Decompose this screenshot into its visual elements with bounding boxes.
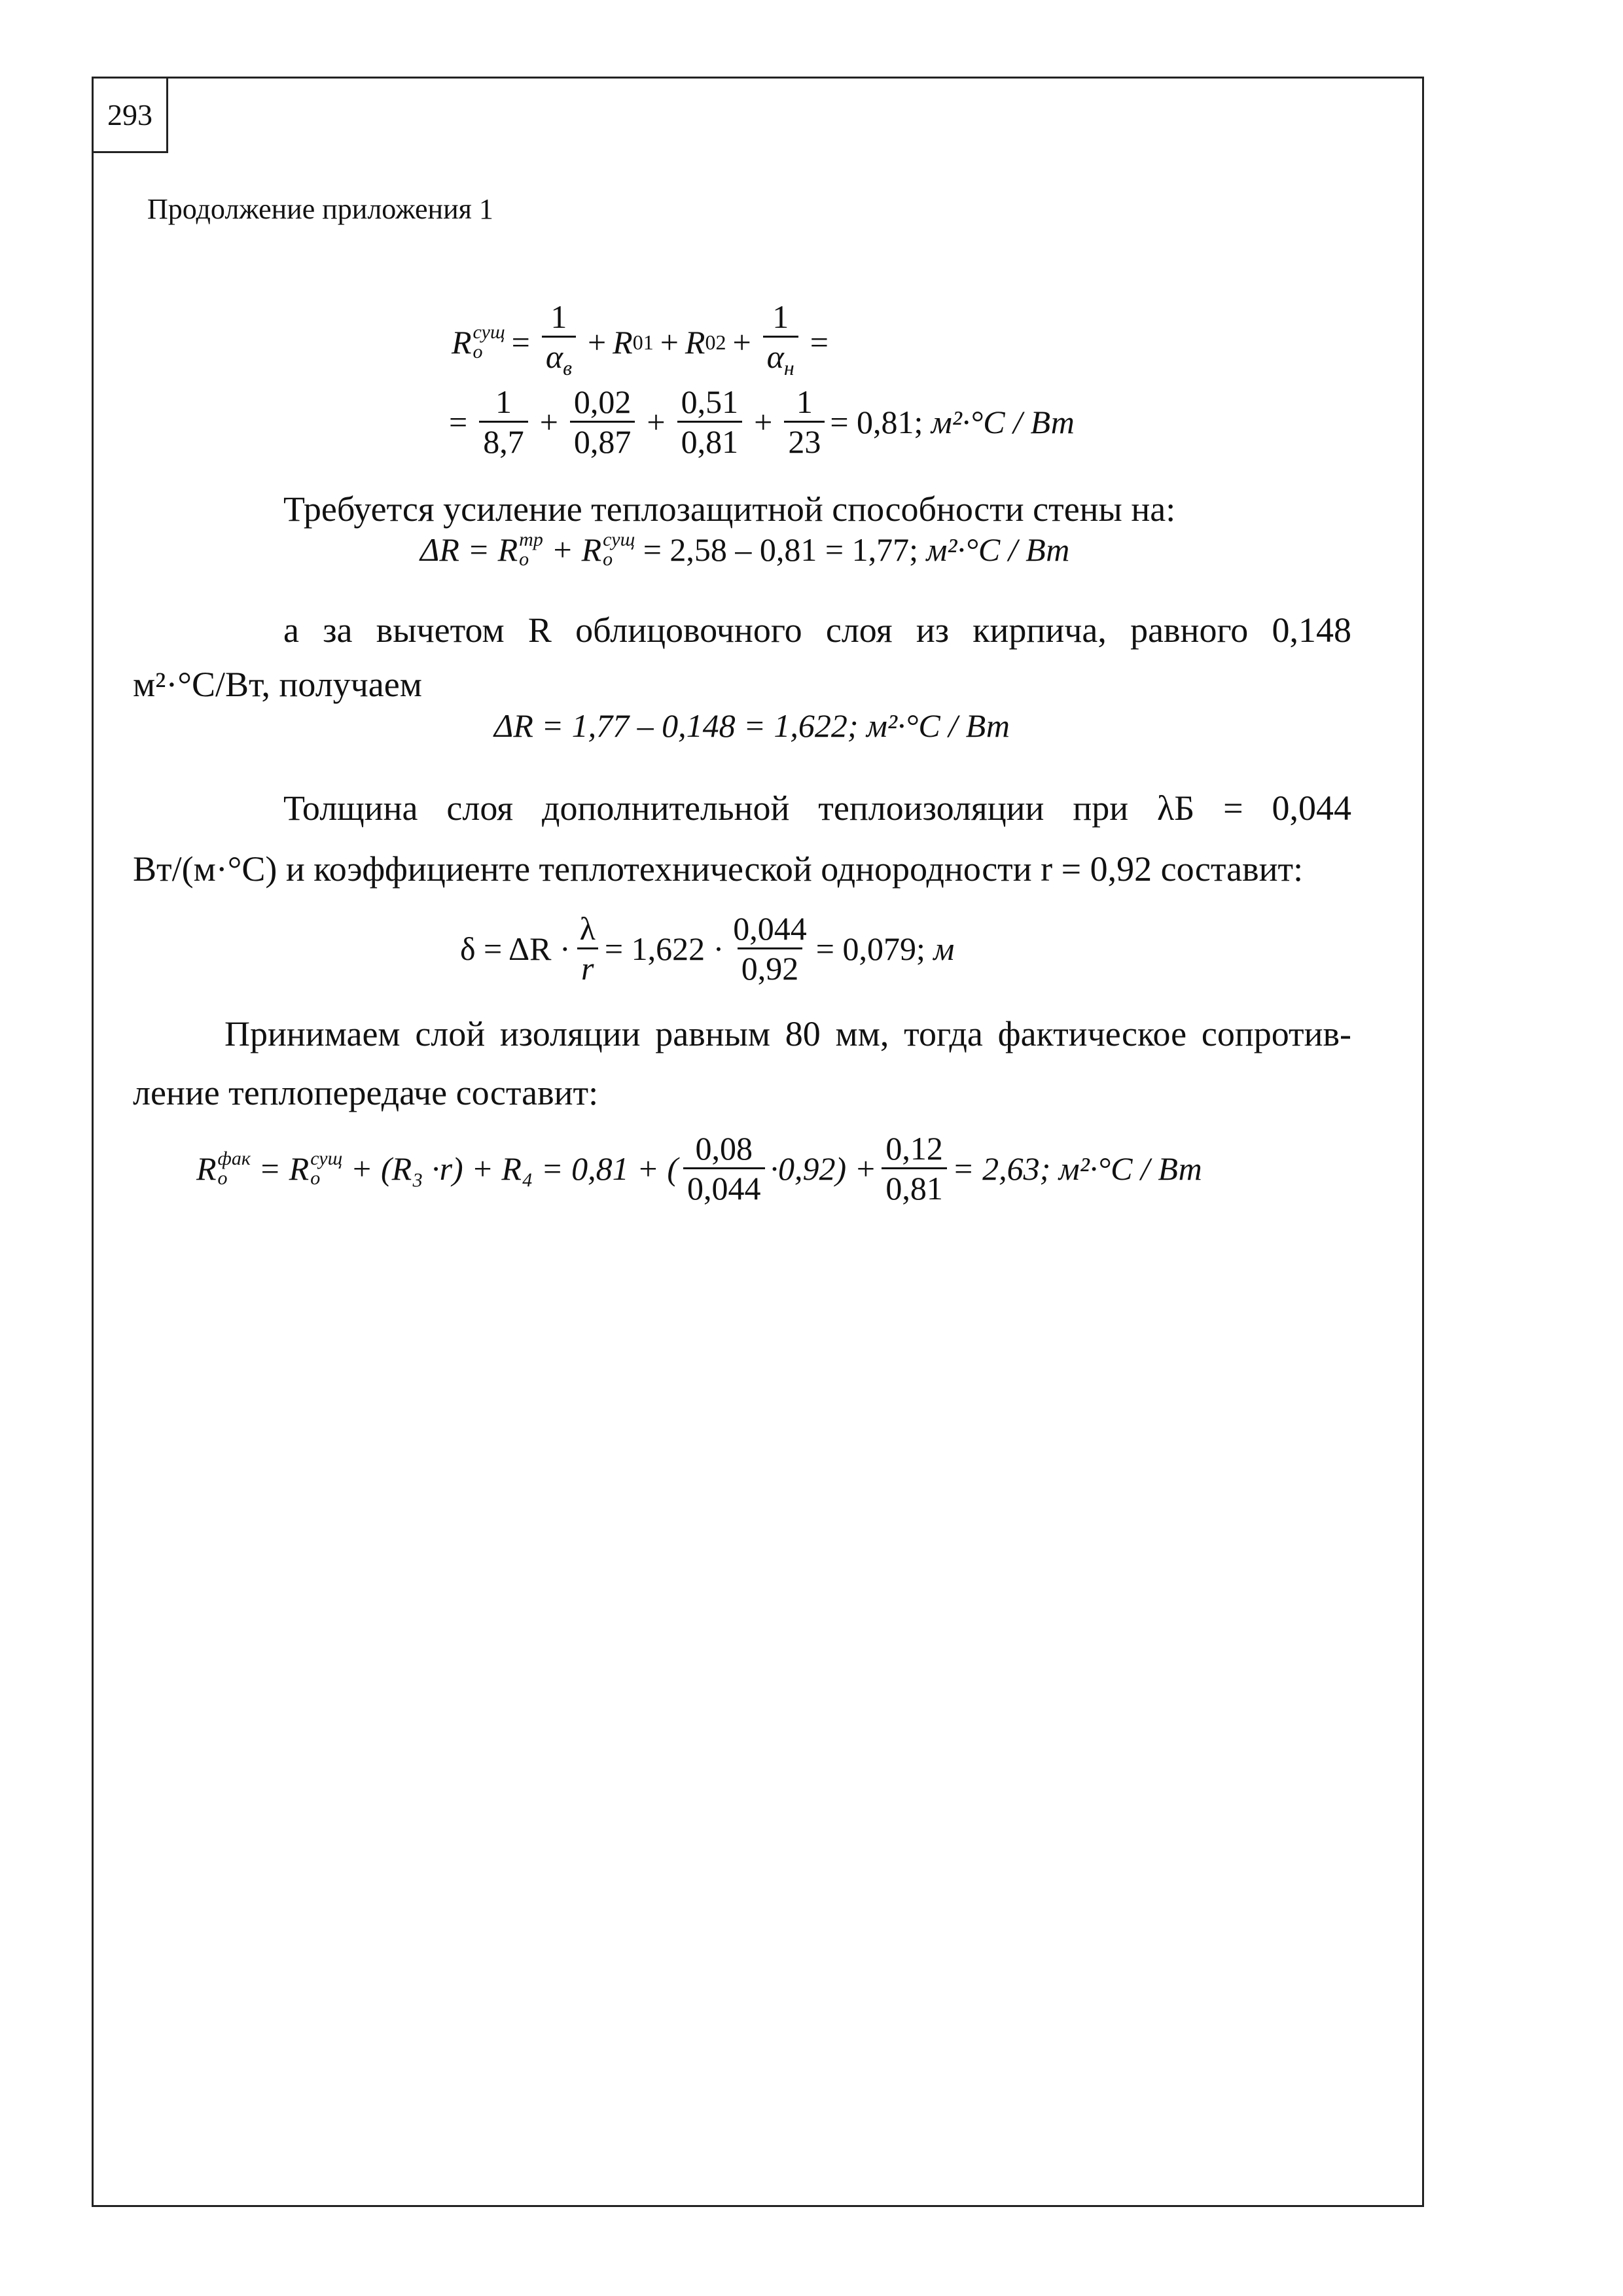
paragraph-insulation-line2: ление теплопередаче составит: [133,1073,599,1112]
superscript: сущ [473,321,505,343]
expression: ·0,92) + [770,1150,877,1187]
result: = 0,81; [830,403,923,440]
paragraph-thickness-line1: Толщина слоя дополнительной теплоизоляции при λБ = 0,044 [283,788,1351,828]
paragraph-thickness-line2: Вт/(м·°С) и коэффициенте теплотехнической однородности r = 0,92 составит: [133,849,1304,889]
subscript: о [603,548,613,570]
denominator: 0,81 [677,421,743,461]
formula-r-existing: R сущ о = $\frac{1}{\alpha_в}$ + R 01 + R 02 + $\frac{1}{\alpha_н}$ = [452,298,835,387]
formula-delta-r-adjusted [494,707,1010,745]
denominator: 0,81 [882,1167,947,1207]
formula-delta-thickness [460,910,954,987]
paragraph-insulation-line1: Принимаем слой изоляции равным 80 мм, тогда фактическое сопротив- [224,1014,1351,1053]
result: = 2,58 – 0,81 = 1,77; [643,531,919,568]
numerator: 0,044 [733,910,807,947]
denominator: α [545,338,563,375]
superscript: сущ [310,1147,343,1169]
numerator: λ [579,910,596,947]
subscript: о [473,341,483,362]
formula-r-existing-values: = $\frac{1}{8,7}$ + $\frac{0,02}{0,87}$ + $\frac{0,51}{0,81}$ + $\frac{1}{23}$ = 0,81; м²·°C / Вт [449,383,1075,460]
symbol: + R [551,531,602,568]
symbol: R [452,324,472,361]
subscript: о [519,548,529,570]
symbol: R [196,1150,217,1187]
symbol: ΔR = R [420,531,518,568]
superscript: фак [217,1147,251,1169]
numerator: 0,08 [695,1130,753,1167]
denominator: α [766,338,784,375]
result: ΔR = 1,77 – 0,148 = 1,622; [494,707,859,744]
unit: м²·°C / Вт [931,403,1075,440]
formula-delta-r [420,530,1069,569]
unit: м²·°C / Вт [866,707,1010,744]
numerator: 1 [550,298,567,335]
subscript: 01 [632,330,654,354]
result: = 2,63; [952,1150,1051,1187]
denominator: r [577,947,597,987]
symbol: R [685,324,705,361]
numerator: 1 [796,383,813,420]
result: = 0,079; [815,930,925,967]
symbol: δ = ΔR · [460,930,571,967]
denominator: 0,87 [570,421,635,461]
numerator: 0,12 [885,1130,943,1167]
page-number: 293 [92,77,168,153]
symbol: = R [259,1150,310,1187]
denominator: 0,92 [738,947,803,987]
expression: + (R₃ ·r) + R₄ = 0,81 + ( [350,1150,678,1187]
numerator: 1 [772,298,789,335]
superscript: сущ [603,529,635,550]
subscript: о [217,1167,228,1189]
symbol: R [613,324,633,361]
subscript: о [310,1167,321,1189]
subscript: н [783,356,794,380]
numerator: 0,51 [681,383,739,420]
numerator: 0,02 [573,383,632,420]
appendix-header: Продолжение приложения 1 [147,193,493,225]
subscript: в [563,356,572,380]
paragraph-brick-line1: а за вычетом R облицовочного слоя из кирпича, равного 0,148 [283,610,1351,650]
denominator: 8,7 [479,421,528,461]
unit: м²·°C / Вт [1058,1150,1202,1187]
expression: = 1,622 · [604,930,724,967]
unit: м²·°C / Вт [926,531,1070,568]
denominator: 0,044 [683,1167,765,1207]
paragraph-required: Требуется усиление теплозащитной способности стены на: [283,489,1176,529]
paragraph-brick-line2: м²·°С/Вт, получаем [133,665,422,704]
unit: м [933,930,955,967]
numerator: 1 [495,383,512,420]
superscript: тр [519,529,543,550]
subscript: 02 [705,330,726,354]
formula-r-actual [196,1129,1202,1207]
denominator: 23 [784,421,825,461]
